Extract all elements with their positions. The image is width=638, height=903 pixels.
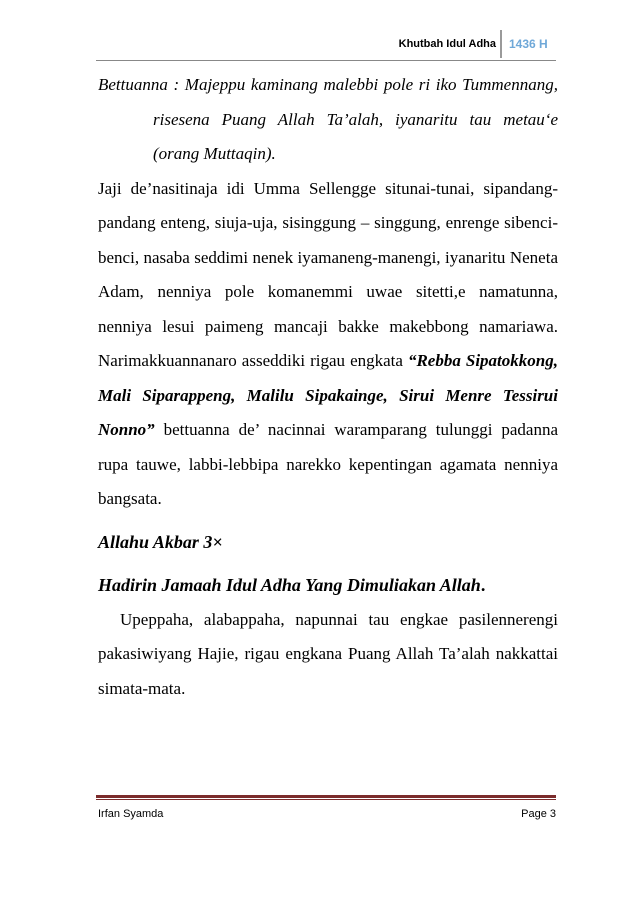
heading-greeting-text: Hadirin Jamaah Idul Adha Yang Dimuliakan Allah [98,575,481,595]
header-rule [96,60,556,61]
footer-author: Irfan Syamda [98,808,164,820]
paragraph-main [98,172,558,517]
translation-text: Majeppu kaminang malebbi pole ri iko Tummennang, risesena Puang Allah Ta’alah, iyanaritu tau metau‘e (orang Muttaqin). [153,75,558,163]
page-header [0,0,638,60]
paragraph-main-part1: Jaji de’nasitinaja idi Umma Sellengge situnai-tunai, sipandang-pandang enteng, siuja-uja, sisinggung – singgung, enrenge sibenci-benci, nasaba seddimi nenek iyamaneng-manengi, iyanaritu Neneta Adam, nenniya pole komanemmi uwae sitetti,e namatunna, nenniya lesui paimeng mancaji bakke makebbong namariawa. Narimakkuannanaro asseddiki rigau engkata [98,178,558,370]
footer-page-number: Page 3 [521,808,556,820]
paragraph-main-part2: bettuanna de’ nacinnai waramparang tulunggi padanna rupa tauwe, labbi-lebbipa narekko kepentingan agamata nenniya bangsata. [98,420,558,508]
translation-paragraph [98,68,558,172]
heading-greeting [98,568,558,603]
footer-rule-thin [96,799,556,800]
heading-takbir: Allahu Akbar 3× [98,531,223,552]
header-separator [500,30,502,58]
translation-label: Bettuanna : [98,75,185,94]
header-year: 1436 H [509,37,548,51]
proverb-quote: “Rebba Sipatokkong, Mali Siparappeng, Malilu Sipakainge, Sirui Menre Tessirui Nonno” [98,351,558,439]
paragraph-closing: Upeppaha, alabappaha, napunnai tau engkae pasilennerengi pakasiwiyang Hajie, rigau engkana Puang Allah Ta’alah nakkattai simata-mata. [98,609,558,698]
page-body [98,68,558,706]
footer-rule-thick [96,795,556,798]
header-title: Khutbah Idul Adha [398,38,496,50]
heading-greeting-period: . [480,575,486,595]
